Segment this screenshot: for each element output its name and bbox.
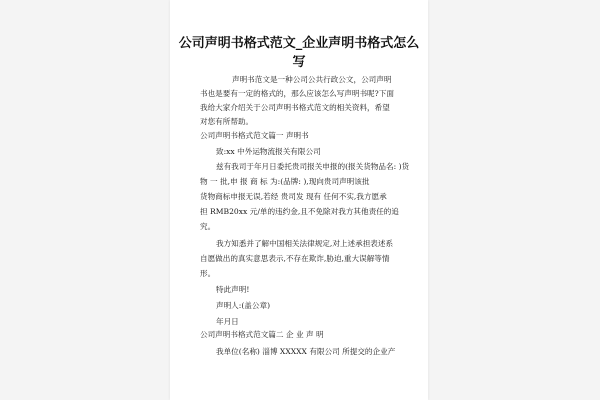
body-line: 究。 (200, 222, 216, 231)
body-line: 我方知悉并了解中国相关法律规定,对上述承担表述系 (216, 239, 394, 248)
body-line: 书也是要有一定的格式的，那么应该怎么写声明书呢?下面 (200, 89, 394, 98)
body-line: 对您有所帮助。 (200, 117, 254, 126)
closing-line: 特此声明! (216, 285, 250, 294)
body-line: 担 RMB20xx 元/单的违约金,且不免除对我方其他责任的追 (200, 207, 399, 216)
date-line: 年月日 (216, 317, 239, 326)
body-line: 货物商标申报无误,若经 贵司发 现有 任何不实,我方愿承 (200, 192, 387, 201)
signatory-line: 声明人:(盖公章) (216, 301, 271, 310)
document-page (170, 0, 428, 400)
body-line: 物 一 批,申 报 商 标 为:(品牌: ),现向贵司声明该批 (200, 177, 370, 186)
body-line: 自愿做出的真实意思表示,不存在欺诈,胁迫,重大误解等情 (200, 254, 390, 263)
document-title-line-2: 写 (292, 55, 306, 70)
body-line: 我单位(名称) 淄博 XXXXX 有限公司 所提交的企业产 (216, 347, 396, 356)
body-line: 致:xx 中外运物流报关有限公司 (216, 147, 321, 156)
section-heading: 公司声明书格式范文篇二 企 业 声 明 (200, 330, 324, 339)
body-line: 声明书范文是一种公司公共行政公文，公司声明 (232, 75, 392, 84)
section-heading: 公司声明书格式范文篇一 声明书 (200, 131, 309, 140)
body-line: 形。 (200, 269, 216, 278)
document-title-line-1: 公司声明书格式范文_企业声明书格式怎么 (178, 36, 420, 51)
body-line: 兹有我司于年月日委托贵司报关申报的(报关货物品名: )货 (216, 162, 410, 171)
body-line: 我给大家介绍关于公司声明书格式范文的相关资料，希望 (200, 103, 390, 112)
